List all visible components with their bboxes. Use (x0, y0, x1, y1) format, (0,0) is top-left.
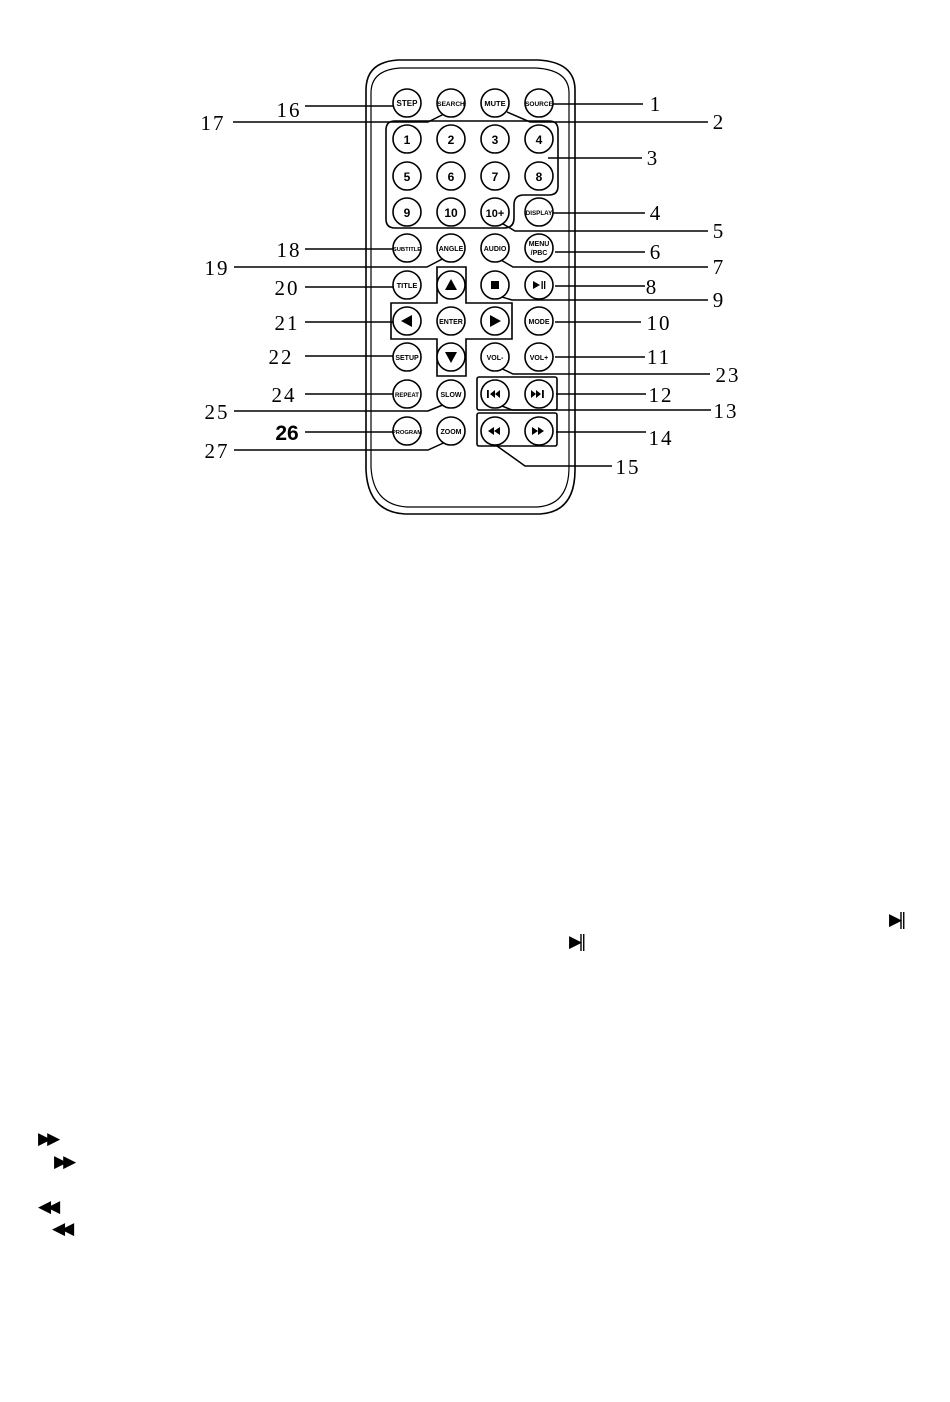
callout-8: 8 (645, 275, 659, 299)
volume-up-button[interactable] (525, 343, 553, 371)
up-button[interactable] (437, 271, 465, 299)
number-4-label: 4 (535, 133, 543, 147)
display-button-label: DISPLAY (525, 210, 553, 217)
callout-21: 21 (274, 311, 300, 335)
number-5-label: 5 (403, 170, 411, 184)
left-button[interactable] (393, 307, 421, 335)
play-pause-symbol: ▶‖ (569, 932, 583, 952)
rewind-symbol: ◀◀ (52, 1219, 71, 1239)
subtitle-button-label: SUBTITLE (392, 247, 422, 253)
rewind-symbol: ◀◀ (38, 1197, 57, 1217)
display-button[interactable] (525, 198, 553, 226)
callout-25: 25 (204, 400, 230, 424)
repeat-button[interactable] (393, 380, 421, 408)
enter-button[interactable] (437, 307, 465, 335)
callout-10: 10 (646, 311, 672, 335)
stop-button[interactable] (481, 271, 509, 299)
zoom-button-label: ZOOM (440, 429, 462, 436)
callout-14: 14 (648, 426, 674, 450)
source-button-label: SOURCE (525, 101, 553, 108)
callout-20: 20 (274, 276, 300, 300)
angle-button[interactable] (437, 234, 465, 262)
subtitle-button[interactable] (393, 234, 421, 262)
enter-button-label: ENTER (439, 319, 463, 326)
number-4-button[interactable] (525, 125, 553, 153)
number-8-label: 8 (535, 170, 543, 184)
mode-button-label: MODE (528, 319, 550, 326)
callout-9: 9 (712, 288, 726, 312)
menu-pbc-label-line1: MENU (528, 241, 550, 248)
callout-16: 16 (276, 98, 302, 122)
number-9-label: 9 (403, 206, 411, 220)
number-10-plus-button[interactable] (481, 198, 509, 226)
volume-down-button[interactable] (481, 343, 509, 371)
slow-button-label: SLOW (440, 392, 462, 399)
search-button[interactable] (437, 89, 465, 117)
down-button[interactable] (437, 343, 465, 371)
source-button[interactable] (525, 89, 554, 117)
step-button[interactable] (393, 89, 421, 117)
callout-15: 15 (615, 455, 641, 479)
callout-7: 7 (712, 255, 726, 279)
callout-6: 6 (649, 240, 663, 264)
setup-button-label: SETUP (395, 355, 419, 362)
number-10-plus-label: 10+ (485, 208, 505, 220)
rewind-button[interactable] (481, 417, 509, 445)
stop-icon (491, 281, 499, 289)
previous-button[interactable] (481, 380, 509, 408)
number-7-label: 7 (491, 170, 499, 184)
search-button-label: SEARCH (437, 101, 465, 108)
repeat-button-label: REPEAT (395, 393, 419, 399)
callout-27: 27 (204, 439, 230, 463)
play-pause-symbol: ▶‖ (889, 910, 903, 930)
number-5-button[interactable] (393, 162, 421, 190)
next-button[interactable] (525, 380, 553, 408)
number-1-button[interactable] (393, 125, 421, 153)
callout-2: 2 (712, 110, 726, 134)
callout-4: 4 (649, 201, 663, 225)
callout-1: 1 (649, 92, 663, 116)
fast-forward-symbol: ▶▶ (54, 1152, 73, 1172)
number-9-button[interactable] (393, 198, 421, 226)
menu-pbc-button[interactable] (525, 234, 553, 262)
audio-button[interactable] (481, 234, 509, 262)
fast-forward-symbol: ▶▶ (38, 1129, 57, 1149)
callout-26: 26 (275, 422, 299, 445)
number-1-label: 1 (403, 133, 411, 147)
callout-23: 23 (715, 363, 741, 387)
number-3-button[interactable] (481, 125, 509, 153)
callout-22: 22 (268, 345, 294, 369)
program-button[interactable] (392, 417, 422, 445)
callout-24: 24 (271, 383, 297, 407)
zoom-button[interactable] (437, 417, 465, 445)
number-10-label: 10 (444, 206, 458, 220)
audio-button-label: AUDIO (483, 246, 507, 253)
setup-button[interactable] (393, 343, 421, 371)
number-2-button[interactable] (437, 125, 465, 153)
callout-13: 13 (713, 399, 739, 423)
callout-5: 5 (712, 219, 726, 243)
callout-11: 11 (646, 345, 672, 369)
callout-17: 17 (200, 111, 226, 135)
callout-3: 3 (646, 146, 660, 170)
fast-forward-button[interactable] (525, 417, 553, 445)
play-pause-button[interactable] (525, 271, 553, 299)
slow-button[interactable] (437, 380, 465, 408)
title-button[interactable] (393, 271, 421, 299)
number-6-label: 6 (447, 170, 455, 184)
number-10-button[interactable] (437, 198, 465, 226)
callout-19: 19 (204, 256, 230, 280)
volume-up-label: VOL+ (529, 355, 549, 362)
callout-12: 12 (648, 383, 674, 407)
right-button[interactable] (481, 307, 509, 335)
mode-button[interactable] (525, 307, 553, 335)
volume-down-label: VOL- (486, 355, 504, 362)
menu-pbc-label-line2: /PBC (530, 250, 548, 257)
callout-18: 18 (276, 238, 302, 262)
number-3-label: 3 (491, 133, 499, 147)
mute-button-label: MUTE (484, 99, 506, 108)
number-6-button[interactable] (437, 162, 465, 190)
step-button-label: STEP (396, 99, 418, 108)
program-button-label: PROGRAM (391, 430, 423, 436)
number-2-label: 2 (447, 133, 455, 147)
title-button-label: TITLE (396, 281, 418, 290)
number-7-button[interactable] (481, 162, 509, 190)
angle-button-label: ANGLE (438, 246, 464, 253)
mute-button[interactable] (481, 89, 509, 117)
number-8-button[interactable] (525, 162, 553, 190)
callout-numbers (201, 92, 741, 479)
callout-lines (233, 104, 711, 466)
